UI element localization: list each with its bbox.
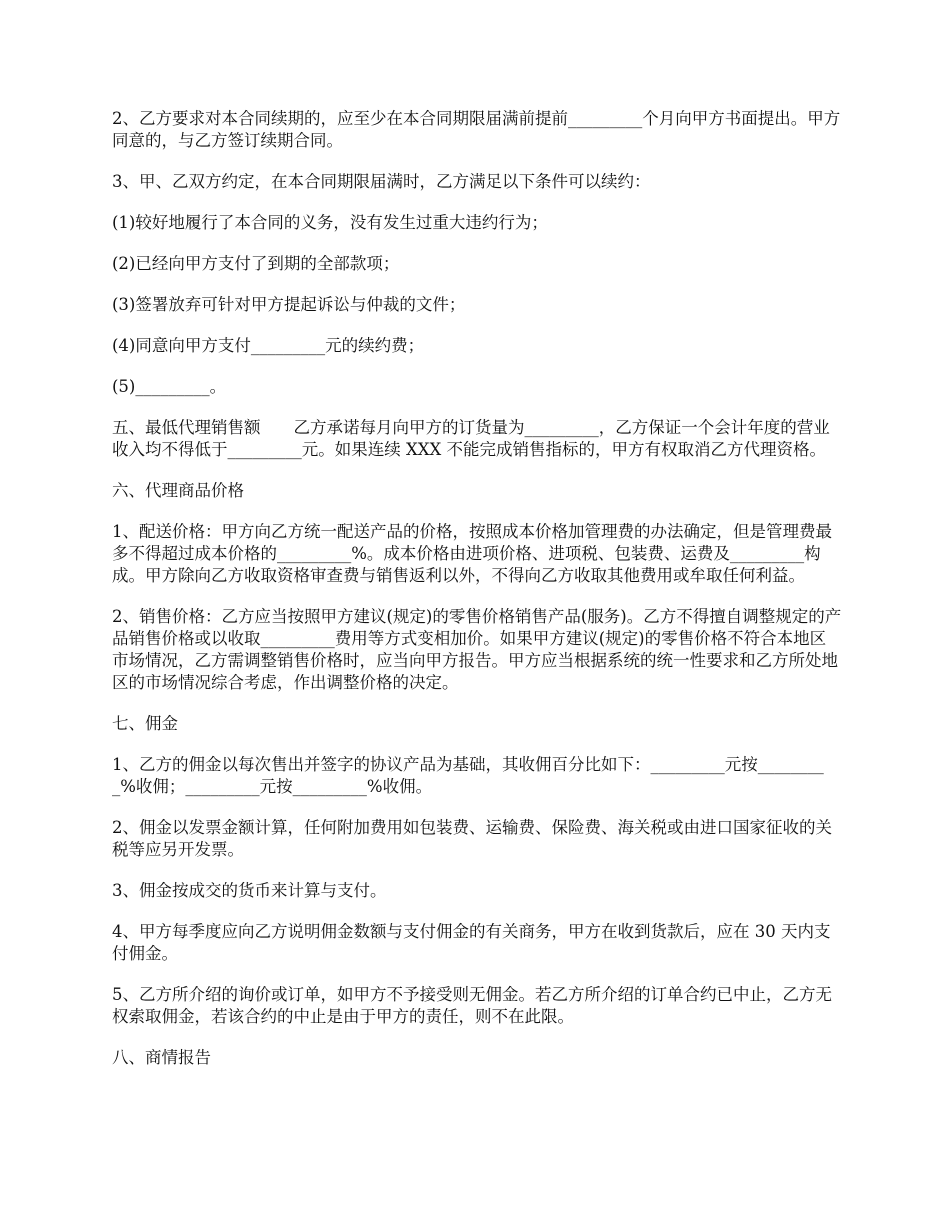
paragraph-retail-price: 2、销售价格：乙方应当按照甲方建议(规定)的零售价格销售产品(服务)。乙方不得擅自调整规定的产品销售价格或以收取_________费用等方式变相加价。如果甲方建议(规定)的零售价格不符合本地区市场情况，乙方需调整销售价格时，应当向甲方报告。甲方应当根据系统的统一性要求和乙方所处地区的市场情况综合考虑，作出调整价格的决定。 [112,607,842,692]
section-minimum-sales: 五、最低代理销售额 乙方承诺每月向甲方的订货量为_________，乙方保证一个会计年度的营业收入均不得低于_________元。如果连续 XXX 不能完成销售指标的，甲方有权取消乙方代理资格。 [112,418,830,459]
paragraph-commission-2: 2、佣金以发票金额计算，任何附加费用如包装费、运输费、保险费、海关税或由进口国家征收的关税等应另开发票。 [112,818,832,859]
paragraph-renewal-conditions: 3、甲、乙双方约定，在本合同期限届满时，乙方满足以下条件可以续约： [112,172,651,191]
section-heading-pricing: 六、代理商品价格 [112,481,244,500]
paragraph-condition-4: (4)同意向甲方支付_________元的续约费； [112,336,425,355]
section-heading-commission: 七、佣金 [112,714,178,733]
section-heading-market-report: 八、商情报告 [112,1048,211,1067]
paragraph-condition-5: (5)_________。 [112,377,227,396]
document-body [112,108,842,1088]
paragraph-commission-5: 5、乙方所介绍的询价或订单，如甲方不予接受则无佣金。若乙方所介绍的订单合约已中止，乙方无权索取佣金，若该合约的中止是由于甲方的责任，则不在此限。 [112,985,832,1026]
paragraph-condition-2: (2)已经向甲方支付了到期的全部款项； [112,254,400,273]
paragraph-commission-4: 4、甲方每季度应向乙方说明佣金数额与支付佣金的有关商务，甲方在收到货款后，应在 30 天内支付佣金。 [112,922,831,963]
paragraph-delivery-price: 1、配送价格：甲方向乙方统一配送产品的价格，按照成本价格加管理费的办法确定，但是管理费最多不得超过成本价格的_________%。成本价格由进项价格、进项税、包装费、运费及_________构成。甲方除向乙方收取资格审查费与销售返利以外，不得向乙方收取其他费用或牟取任何利益。 [112,522,832,585]
paragraph-commission-3: 3、佣金按成交的货币来计算与支付。 [112,881,387,900]
paragraph-renewal-notice: 2、乙方要求对本合同续期的，应至少在本合同期限届满前提前_________个月向甲方书面提出。甲方同意的，与乙方签订续期合同。 [112,109,841,150]
paragraph-commission-1: 1、乙方的佣金以每次售出并签字的协议产品为基础，其收佣百分比如下：_________元按_________%收佣；_________元按_________%收佣。 [112,755,824,796]
paragraph-condition-3: (3)签署放弃可针对甲方提起诉讼与仲裁的文件； [112,295,466,314]
paragraph-condition-1: (1)较好地履行了本合同的义务，没有发生过重大违约行为； [112,213,548,232]
